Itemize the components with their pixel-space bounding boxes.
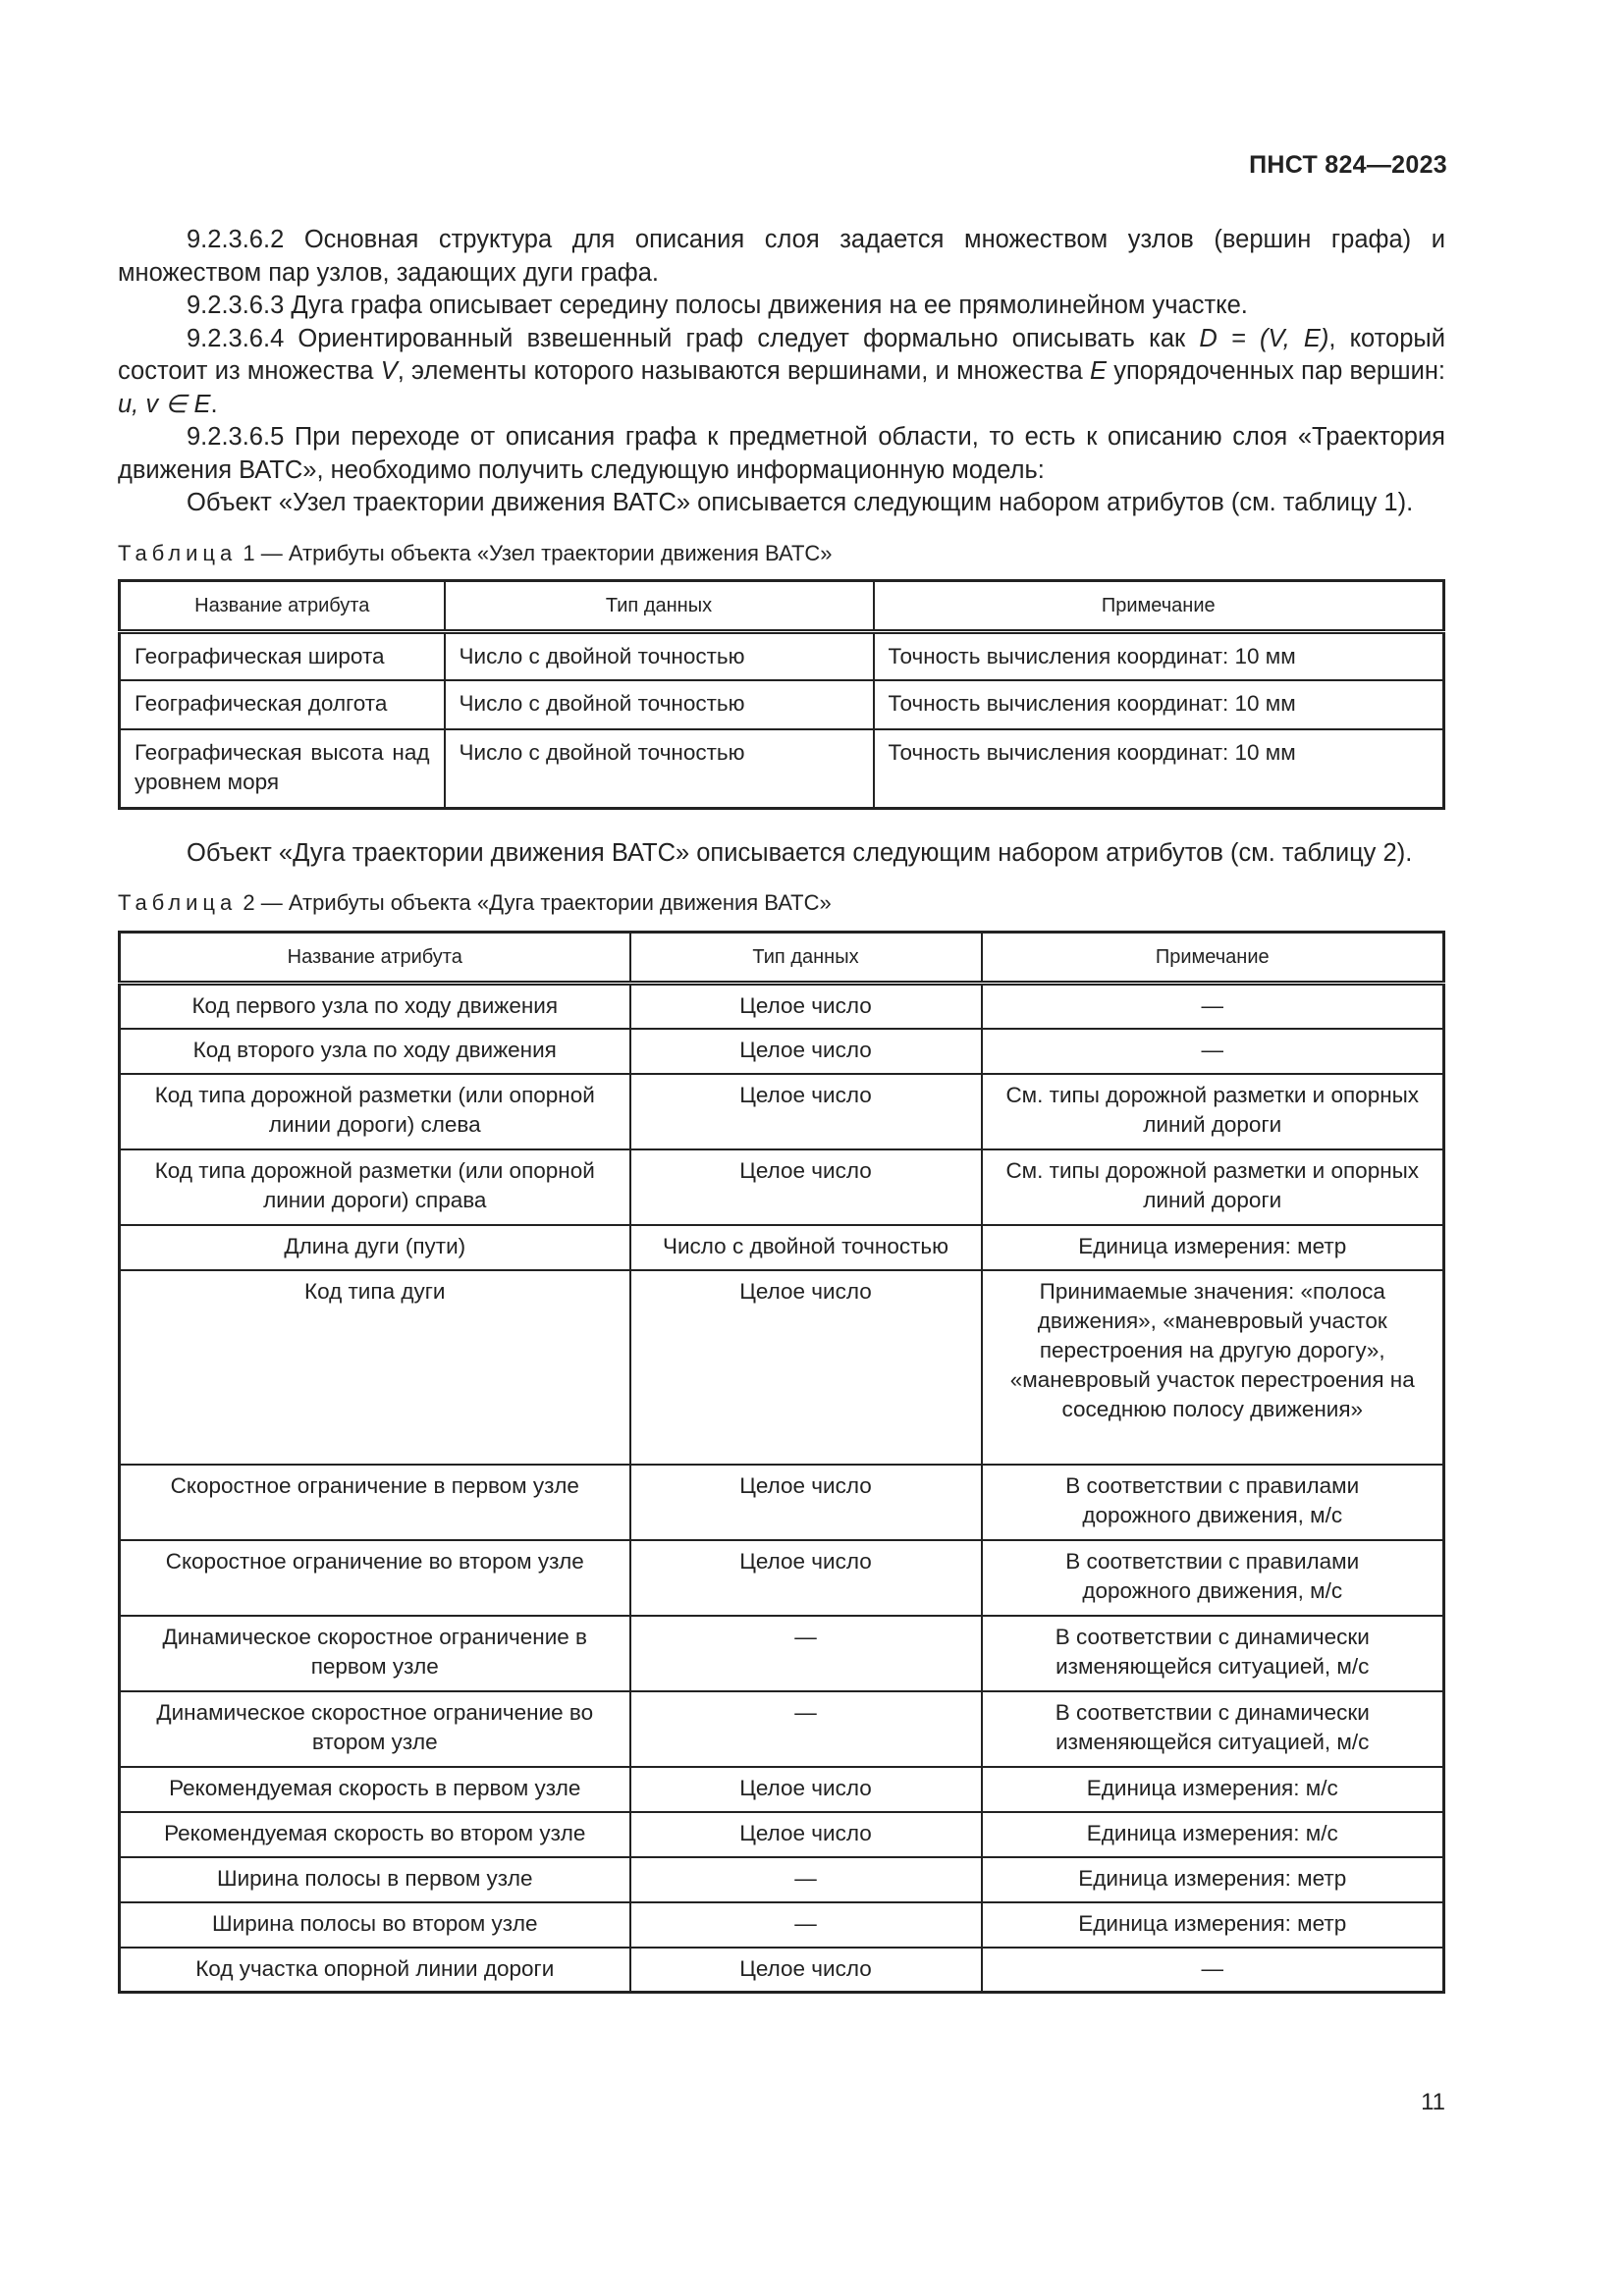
table-cell: — (630, 1691, 982, 1767)
paragraph-9-2-3-6-2: 9.2.3.6.2 Основная структура для описания слоя задается множеством узлов (вершин графа) и множеством пар узлов, задающих дуги графа. (118, 226, 1445, 287)
table1-caption (118, 540, 1445, 567)
table-cell: Целое число (630, 1465, 982, 1540)
table-cell: Код типа дуги (120, 1270, 630, 1465)
text-run: , элементы которого называются вершинами, и множества (397, 357, 1090, 385)
table-cell: — (630, 1902, 982, 1948)
text-run: упорядоченных пар вершин: (1106, 357, 1445, 385)
paragraph-9-2-3-6-5: 9.2.3.6.5 При переходе от описания графа к предметной области, то есть к описанию слоя «Траектория движения ВАТС», необходимо получить следующую информационную модель: (118, 423, 1445, 484)
column-header: Название атрибута (120, 933, 630, 984)
table-cell: Рекомендуемая скорость в первом узле (120, 1767, 630, 1812)
table-row (120, 1540, 1444, 1616)
formula: V (380, 357, 398, 385)
table-cell: — (982, 1948, 1444, 1993)
formula: D = (V, E) (1199, 324, 1329, 352)
table-cell: Единица измерения: метр (982, 1902, 1444, 1948)
table-cell: Целое число (630, 1029, 982, 1074)
formula: E (1089, 357, 1107, 385)
table2-caption (118, 889, 1445, 917)
table-cell: Целое число (630, 1948, 982, 1993)
column-header: Название атрибута (120, 580, 445, 631)
table-row (120, 680, 1444, 729)
column-header: Тип данных (445, 580, 874, 631)
table-cell: Целое число (630, 1812, 982, 1857)
table-cell: Рекомендуемая скорость во втором узле (120, 1812, 630, 1857)
table-cell: Код типа дорожной разметки (или опорной линии дороги) справа (120, 1149, 630, 1225)
paragraph-9-2-3-6-4 (118, 323, 1445, 422)
table-cell: Целое число (630, 1270, 982, 1465)
table-cell: Число с двойной точностью (445, 631, 874, 680)
table-cell: Длина дуги (пути) (120, 1225, 630, 1270)
table-cell: Число с двойной точностью (445, 729, 874, 808)
table-cell: Целое число (630, 984, 982, 1029)
table-cell: Целое число (630, 1540, 982, 1616)
table-cell: Точность вычисления координат: 10 мм (874, 729, 1444, 808)
table-cell: Целое число (630, 1074, 982, 1149)
table-cell: Ширина полосы во втором узле (120, 1902, 630, 1948)
formula: u, v ∈ E (118, 390, 211, 418)
text-run: . (210, 390, 218, 418)
table-cell: В соответствии с правилами дорожного движения, м/с (982, 1465, 1444, 1540)
table-row (120, 1948, 1444, 1993)
table-cell: Географическая высота над уровнем моря (120, 729, 445, 808)
paragraph-table2-intro: Объект «Дуга траектории движения ВАТС» описывается следующим набором атрибутов (см. таблицу 2). (187, 838, 1413, 867)
table-row (120, 1270, 1444, 1465)
table-cell: Целое число (630, 1149, 982, 1225)
table-row (120, 984, 1444, 1029)
table-cell: Код типа дорожной разметки (или опорной линии дороги) слева (120, 1074, 630, 1149)
table-row (120, 1616, 1444, 1691)
table-cell: Целое число (630, 1767, 982, 1812)
caption-label: Таблица (118, 890, 238, 915)
table-cell: Точность вычисления координат: 10 мм (874, 680, 1444, 729)
table-row (120, 1902, 1444, 1948)
table-cell: Код первого узла по ходу движения (120, 984, 630, 1029)
table-cell: Географическая долгота (120, 680, 445, 729)
table-row (120, 1691, 1444, 1767)
table-header-row (120, 933, 1444, 984)
table-cell: — (982, 984, 1444, 1029)
table-cell: Динамическое скоростное ограничение в первом узле (120, 1616, 630, 1691)
table-cell: Единица измерения: м/с (982, 1767, 1444, 1812)
page-content (118, 224, 1445, 1994)
text-run: , который состоит из множества (118, 324, 1445, 385)
table-cell: Ширина полосы в первом узле (120, 1857, 630, 1902)
paragraph-9-2-3-6-3: 9.2.3.6.3 Дуга графа описывает середину полосы движения на ее прямолинейном участке. (187, 292, 1248, 319)
caption-label: Таблица (118, 540, 238, 565)
table-cell: В соответствии с динамически изменяющейся ситуацией, м/с (982, 1691, 1444, 1767)
table-row (120, 1465, 1444, 1540)
paragraph-table1-intro: Объект «Узел траектории движения ВАТС» описывается следующим набором атрибутов (см. таблицу 1). (187, 489, 1414, 516)
table-cell: — (630, 1857, 982, 1902)
table-row (120, 1857, 1444, 1902)
table-row (120, 1225, 1444, 1270)
text-run: 9.2.3.6.4 Ориентированный взвешенный граф следует формально описывать как (187, 324, 1200, 352)
caption-text: 1 — Атрибуты объекта «Узел траектории движения ВАТС» (243, 540, 833, 565)
table-cell: Код участка опорной линии дороги (120, 1948, 630, 1993)
table-cell: Единица измерения: м/с (982, 1812, 1444, 1857)
table-cell: См. типы дорожной разметки и опорных линий дороги (982, 1149, 1444, 1225)
table1 (118, 579, 1445, 810)
table-row (120, 631, 1444, 680)
table-cell: Динамическое скоростное ограничение во втором узле (120, 1691, 630, 1767)
table-cell: Единица измерения: метр (982, 1857, 1444, 1902)
table-cell: Скоростное ограничение в первом узле (120, 1465, 630, 1540)
table-cell: Единица измерения: метр (982, 1225, 1444, 1270)
document-code: ПНСТ 824—2023 (1249, 151, 1447, 179)
table-cell: Код второго узла по ходу движения (120, 1029, 630, 1074)
table-row (120, 729, 1444, 808)
table-cell: В соответствии с правилами дорожного движения, м/с (982, 1540, 1444, 1616)
table-row (120, 1074, 1444, 1149)
table-cell: См. типы дорожной разметки и опорных линий дороги (982, 1074, 1444, 1149)
table-cell: Географическая широта (120, 631, 445, 680)
caption-text: 2 — Атрибуты объекта «Дуга траектории движения ВАТС» (243, 890, 832, 915)
page-number: 11 (1421, 2089, 1445, 2115)
table-row (120, 1149, 1444, 1225)
table-cell: Число с двойной точностью (445, 680, 874, 729)
column-header: Примечание (982, 933, 1444, 984)
table-header-row (120, 580, 1444, 631)
table-row (120, 1029, 1444, 1074)
table-row (120, 1812, 1444, 1857)
table-cell: Точность вычисления координат: 10 мм (874, 631, 1444, 680)
table-cell: Число с двойной точностью (630, 1225, 982, 1270)
column-header: Примечание (874, 580, 1444, 631)
table-cell: Принимаемые значения: «полоса движения», «маневровый участок перестроения на другую дорогу», «маневровый участок перестроения на соседнюю полосу движения» (982, 1270, 1444, 1465)
table-cell: — (630, 1616, 982, 1691)
table2 (118, 931, 1445, 1994)
table-cell: В соответствии с динамически изменяющейся ситуацией, м/с (982, 1616, 1444, 1691)
table-cell: Скоростное ограничение во втором узле (120, 1540, 630, 1616)
column-header: Тип данных (630, 933, 982, 984)
table-row (120, 1767, 1444, 1812)
table-cell: — (982, 1029, 1444, 1074)
